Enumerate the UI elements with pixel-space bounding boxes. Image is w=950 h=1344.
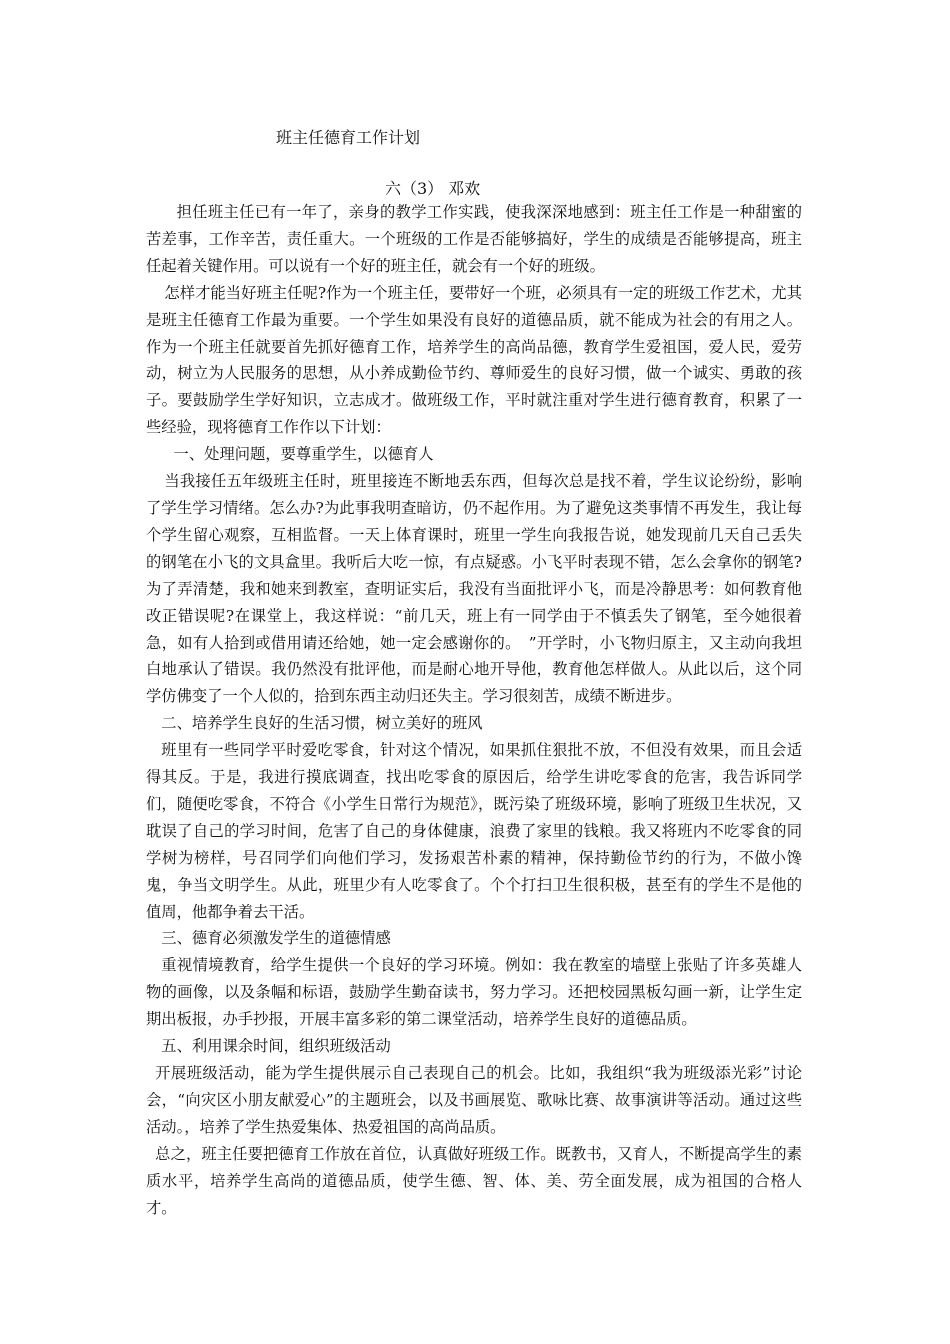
- document-body: [146, 199, 802, 1221]
- document-title: 班主任德育工作计划: [276, 128, 421, 147]
- section-heading-5: 五、利用课余时间，组织班级活动: [161, 1037, 391, 1056]
- document-author: 六（3） 邓欢: [385, 179, 481, 198]
- paragraph-conclusion: 总之，班主任要把德育工作放在首位，认真做好班级工作。既教书，又育人，不断提高学生的素质水平，培养学生高尚的道德品质，使学生德、智、体、美、劳全面发展，成为祖国的合格人才。: [146, 1144, 802, 1217]
- paragraph-section-5: 开展班级活动，能为学生提供展示自己表现自己的机会。比如，我组织“我为班级添光彩”讨论会，“向灾区小朋友献爱心”的主题班会，以及书画展览、歌咏比赛、故事演讲等活动。通过这些活动。，培养了学生热爱集体、热爱祖国的高尚品质。: [146, 1064, 802, 1136]
- paragraph-section-1: 当我接任五年级班主任时，班里接连不断地丢东西，但每次总是找不着，学生议论纷纷，影响了学生学习情绪。怎么办?为此事我明查暗访，仍不起作用。为了避免这类事情不再发生，我让每个学生留心观察，互相监督。一天上体育课时，班里一学生向我报告说，她发现前几天自己丢失的钢笔在小飞的文具盒里。我听后大吃一惊，有点疑惑。小飞平时表现不错，怎么会拿你的钢笔?为了弄清楚，我和她来到教室，查明证实后，我没有当面批评小飞，而是冷静思考：如何教育他改正错误呢?在课堂上，我这样说：“前几天，班上有一同学由于不慎丢失了钢笔，至今她很着急，如有人拾到或借用请还给她，她一定会感谢你的。 ”开学时，小飞物归原主，又主动向我坦白地承认了错误。我仍然没有批评他，而是耐心地开导他，教育他怎样做人。从此以后，这个同学仿佛变了一个人似的，拾到东西主动归还失主。学习很刻苦，成绩不断进步。: [146, 472, 802, 706]
- paragraph-intro: 担任班主任已有一年了，亲身的教学工作实践，使我深深地感到：班主任工作是一种甜蜜的苦差事，工作辛苦，责任重大。一个班级的工作是否能够搞好，学生的成绩是否能够提高，班主任起着关键作用。可以说有一个好的班主任，就会有一个好的班级。: [146, 203, 802, 275]
- paragraph-section-2: 班里有一些同学平时爱吃零食，针对这个情况，如果抓住狠批不放，不但没有效果，而且会适得其反。于是，我进行摸底调查，找出吃零食的原因后，给学生讲吃零食的危害，我告诉同学们，随便吃零食，不符合《小学生日常行为规范》，既污染了班级环境，影响了班级卫生状况，又耽误了自己的学习时间，危害了自己的身体健康，浪费了家里的钱粮。我又将班内不吃零食的同学树为榜样，号召同学们向他们学习，发扬艰苦朴素的精神，保持勤俭节约的行为，不做小馋鬼，争当文明学生。从此，班里少有人吃零食了。个个打扫卫生很积极，甚至有的学生不是他的值周，他都争着去干活。: [146, 741, 802, 921]
- section-heading-1: 一、处理问题，要尊重学生，以德育人: [173, 445, 434, 464]
- section-heading-2: 二、培养学生良好的生活习惯，树立美好的班风: [161, 714, 483, 733]
- paragraph-section-3: 重视情境教育，给学生提供一个良好的学习环境。例如：我在教室的墙壁上张贴了许多英雄人物的画像，以及条幅和标语，鼓励学生勤奋读书，努力学习。还把校园黑板勾画一新，让学生定期出板报，办手抄报，开展丰富多彩的第二课堂活动，培养学生良好的道德品质。: [146, 956, 802, 1029]
- section-heading-3: 三、德育必须激发学生的道德情感: [161, 929, 391, 948]
- paragraph-plan-overview: 怎样才能当好班主任呢?作为一个班主任，要带好一个班，必须具有一定的班级工作艺术，尤其是班主任德育工作最为重要。一个学生如果没有良好的道德品质，就不能成为社会的有用之人。作为一个班主任就要首先抓好德育工作，培养学生的高尚品德，教育学生爱祖国，爱人民，爱劳动，树立为人民服务的思想，从小养成勤俭节约、尊师爱生的良好习惯，做一个诚实、勇敢的孩子。要鼓励学生学好知识，立志成才。做班级工作，平时就注重对学生进行德育教育，积累了一些经验，现将德育工作作以下计划：: [146, 283, 802, 437]
